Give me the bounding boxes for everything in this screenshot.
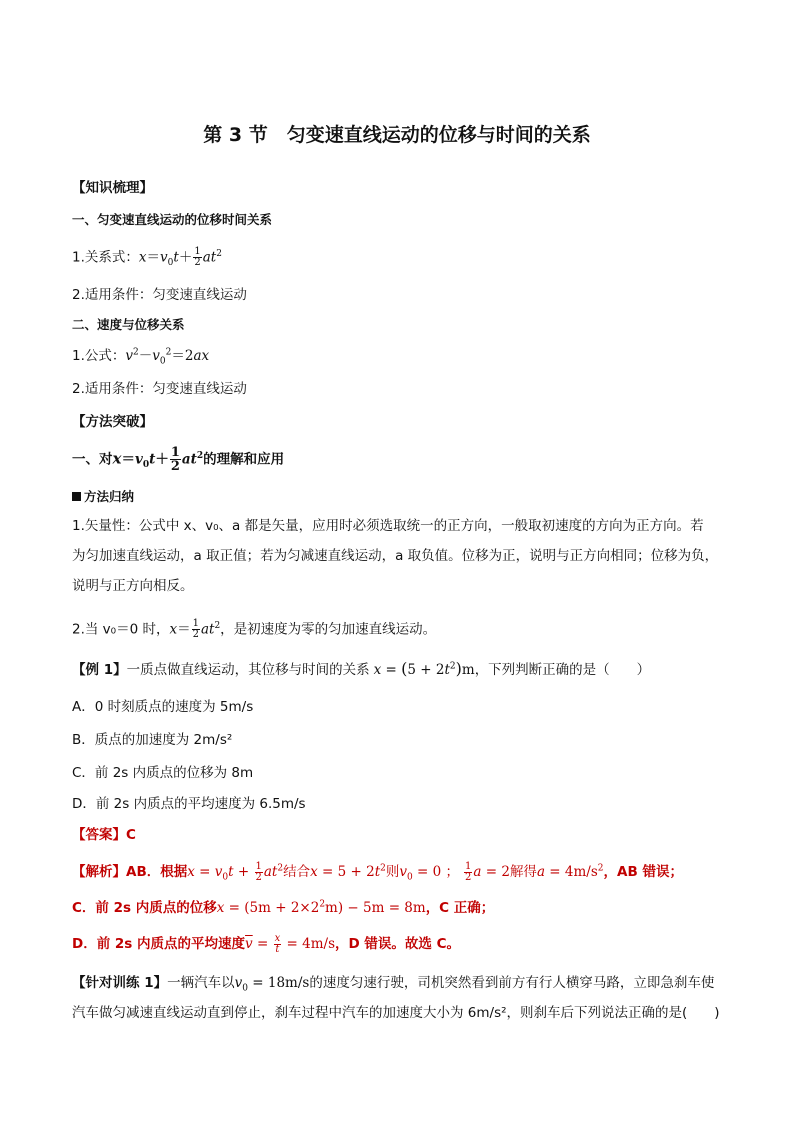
vector-rule-line-1: 1.矢量性：公式中 x、v₀、a 都是矢量，应用时必须选取统一的正方向，一般取初速度的方向为正方向。若 [72,518,704,534]
option-a: A．0 时刻质点的速度为 5m/s [72,699,254,715]
training1-label: 【针对训练 1】 [72,975,168,991]
page-title: 第 3 节 匀变速直线运动的位移与时间的关系 [203,124,591,146]
example1-stem-prefix: 一质点做直线运动，其位移与时间的关系 [126,662,370,678]
option-b: B．质点的加速度为 2m/s² [72,732,233,748]
example1-stem-suffix: ，下列判断正确的是（ ） [474,662,651,678]
analysis-label: 【解析】 [72,864,126,880]
half-fraction-2: $\frac{1}{2}$ [192,618,199,640]
zero-suffix: ，是初速度为零的匀加速直线运动。 [220,621,437,638]
part2-formula-line: 1.公式：$v^2-v_0^2=2ax$ [72,347,210,367]
bold-half-fraction: $\frac{1}{2}$ [170,445,180,474]
analysis-ab: 【解析】AB．根据$x = v_0t$ + $\frac{1}{2}$ $at^2$结合$x = 5 + 2t^2$则$v_0 = 0$ ； $\frac{1}{2}$ a = 2解得$a = 4m/s^2$，AB 错误； [72,861,683,883]
training1-line1-suffix: 的速度匀速行驶，司机突然看到前方有行人横穿马路，立即急刹车使 [309,975,715,991]
method-summary [72,487,134,507]
analysis-ab-mid1: 结合 [283,864,311,880]
analysis-d: D．前 2s 内质点的平均速度$\overline{v}$ = $\frac{x}{t}$ = 4m/s，D 错误。故选 C。 [72,933,461,955]
zero-initial-velocity-line: 2.当 v₀＝0 时，x＝ $\frac{1}{2}$ $at^2$，是初速度为零的匀加速直线运动。 [72,618,437,640]
example1-stem: 【例 1】一质点做直线运动，其位移与时间的关系 $x = (5 + 2t^2)m$，下列判断正确的是（ ） [72,659,651,678]
part2-condition: 2.适用条件：匀变速直线运动 [72,381,247,397]
analysis-ab-mid2: 则 [385,864,400,880]
training1-line2: 汽车做匀减速直线运动直到停止，刹车过程中汽车的加速度大小为 6m/s²，则刹车后下列说法正确的是( ) [72,1005,720,1021]
option-c: C．前 2s 内质点的位移为 8m [72,765,254,781]
part1-condition: 2.适用条件：匀变速直线运动 [72,287,247,303]
analysis-ab-prefix: AB．根据 [126,864,188,880]
part1-formula-label: 1.关系式： [72,249,139,266]
method-sub-prefix: 一、对 [72,451,113,468]
vector-rule-line-3: 说明与正方向相反。 [72,578,194,594]
vector-rule-line-2: 为匀加速直线运动，a 取正值；若为匀减速直线运动，a 取负值。位移为正，说明与正方向相同；位移为负， [72,548,719,564]
training1-line1-prefix: 一辆汽车以 [167,975,235,991]
method-summary-label: 方法归纳 [84,489,135,504]
displacement-formula: x [138,249,147,266]
analysis-c: C．前 2s 内质点的位移$x = (5m + 2\times 2^2m) - 5m = 8m$，C 正确； [72,899,495,916]
analysis-ab-mid3: 解得 [509,864,537,880]
method-heading: 【方法突破】 [72,414,153,430]
analysis-ab-end: ，AB 错误； [603,864,683,880]
example1-label: 【例 1】 [72,662,127,678]
square-bullet-icon [72,492,81,501]
part2-heading: 二、速度与位移关系 [72,317,185,332]
part1-formula-line: 1.关系式：$x=v_0t+$ $\frac{1}{2}$ $at^2$ [72,246,222,269]
analysis-d-end: ，D 错误。故选 C。 [335,936,461,952]
method-sub-suffix: 的理解和应用 [203,451,285,468]
analysis-c-end: ，C 正确； [425,900,495,916]
example1-answer: 【答案】C [72,827,136,843]
analysis-c-prefix: C．前 2s 内质点的位移 [72,900,217,916]
part2-formula-label: 1.公式： [72,348,126,364]
knowledge-heading: 【知识梳理】 [72,180,153,196]
analysis-d-prefix: D．前 2s 内质点的平均速度 [72,936,246,952]
part1-heading: 一、匀变速直线运动的位移时间关系 [72,212,273,227]
training1-line1: 【针对训练 1】一辆汽车以$v_0 = 18m/s$的速度匀速行驶，司机突然看到前方有行人横穿马路，立即急刹车使 [72,975,715,994]
option-d: D．前 2s 内质点的平均速度为 6.5m/s [72,796,306,812]
velocity-displacement-formula: v [125,348,134,364]
half-fraction: $\frac{1}{2}$ [194,246,201,268]
zero-prefix: 2.当 v₀＝0 时， [72,621,170,638]
method-subheading: 一、对$x=v_0t+$ $\frac{1}{2}$ $at^2$的理解和应用 [72,445,285,474]
